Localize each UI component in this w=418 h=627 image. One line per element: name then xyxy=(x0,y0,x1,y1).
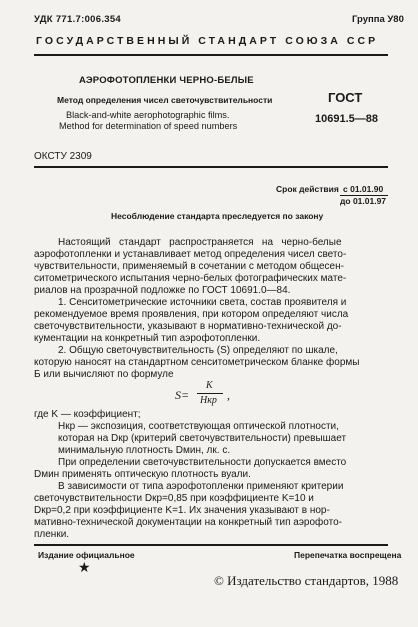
para-clause-1-line: рекомендуемое время проявления, при котором определяют числа xyxy=(34,309,349,320)
para-note-line: При определении светочувствительности допускается вместо xyxy=(58,457,347,468)
formula-denominator: Hкр xyxy=(200,395,217,406)
okstu-rule xyxy=(34,166,388,168)
standard-title: ГОСУДАРСТВЕННЫЙ СТАНДАРТ СОЮЗА ССР xyxy=(36,35,379,47)
header-rule xyxy=(34,54,388,56)
para-clause-2-line: Б или вычисляют по формуле xyxy=(34,369,174,380)
validity-from: с 01.01.90 xyxy=(343,184,384,194)
star-icon: ★ xyxy=(78,561,91,576)
gost-number: 10691.5—88 xyxy=(315,113,378,125)
group-code: Группа У80 xyxy=(352,14,404,25)
formula-fraction-bar xyxy=(197,393,223,394)
where-line: где K — коэффициент; xyxy=(34,409,141,420)
para-clause-2-line: 2. Общую светочувствительность (S) определяют по шкале, xyxy=(58,345,338,356)
gost-label: ГОСТ xyxy=(328,90,363,105)
para-intro-line: Настоящий стандарт распространяется на черно-белые xyxy=(58,237,342,248)
title-ru-sub: Метод определения чисел светочувствительности xyxy=(57,95,273,105)
official-edition: Издание официальное xyxy=(38,550,135,560)
para-criteria-line: мативно-технической документации на конкретный тип аэрофото- xyxy=(34,517,342,528)
okstu-code: ОКСТУ 2309 xyxy=(34,151,92,162)
para-clause-2-line: которую наносят на стандартном сенситометрическом бланке формы xyxy=(34,357,360,368)
title-ru-main: АЭРОФОТОПЛЕНКИ ЧЕРНО-БЕЛЫЕ xyxy=(79,75,254,86)
para-criteria-line: Dкр=0,2 при коэффициенте K=1. Их значения указывают в нор- xyxy=(34,505,330,516)
para-note-line: Dмин применять оптическую плотность вуали. xyxy=(34,469,251,480)
formula-lhs: S= xyxy=(175,388,190,402)
where-line: минимальную плотность Dмин, лк. с. xyxy=(58,445,231,456)
para-criteria-line: пленки. xyxy=(34,529,70,540)
validity-label: Срок действия xyxy=(276,184,339,194)
legal-warning: Несоблюдение стандарта преследуется по закону xyxy=(111,211,324,221)
para-clause-1-line: 1. Сенситометрические источники света, состав проявителя и xyxy=(58,297,347,308)
para-criteria-line: светочувствительности Dкр=0,85 при коэффициенте K=10 и xyxy=(34,493,314,504)
validity-to: до 01.01.97 xyxy=(340,196,387,206)
formula-comma: , xyxy=(227,388,230,402)
formula-numerator: K xyxy=(206,380,213,391)
udk-code: УДК 771.7:006.354 xyxy=(34,14,122,25)
where-line: которая на Dкр (критерий светочувствительности) превышает xyxy=(58,433,347,444)
publisher-copyright: © Издательство стандартов, 1988 xyxy=(214,573,399,588)
title-en-line1: Black-and-white aerophotographic films. xyxy=(66,110,230,120)
para-criteria-line: В зависимости от типа аэрофотопленки применяют критерии xyxy=(58,481,344,492)
footer-rule xyxy=(34,544,388,546)
where-line: Hкр — экспозиция, соответствующая оптической плотности, xyxy=(58,421,339,432)
para-intro-line: ситометрического испытания черно-белых фотографических мате- xyxy=(34,273,347,284)
validity-divider xyxy=(340,195,388,196)
para-clause-1-line: светочувствительности, указывают в нормативно-технической до- xyxy=(34,321,342,332)
para-intro-line: чувствительности, применяемый в сочетании с методом общесен- xyxy=(34,261,344,272)
title-en-line2: Method for determination of speed numbers xyxy=(59,121,238,131)
para-intro-line: аэрофотопленки и устанавливает метод определения чисел свето- xyxy=(34,249,347,260)
para-intro-line: риалов на прозрачной подложке по ГОСТ 10691.0—84. xyxy=(34,285,291,296)
reprint-prohibited: Перепечатка воспрещена xyxy=(294,550,402,560)
para-clause-1-line: кументации на конкретный тип аэрофотопленки. xyxy=(34,333,261,344)
